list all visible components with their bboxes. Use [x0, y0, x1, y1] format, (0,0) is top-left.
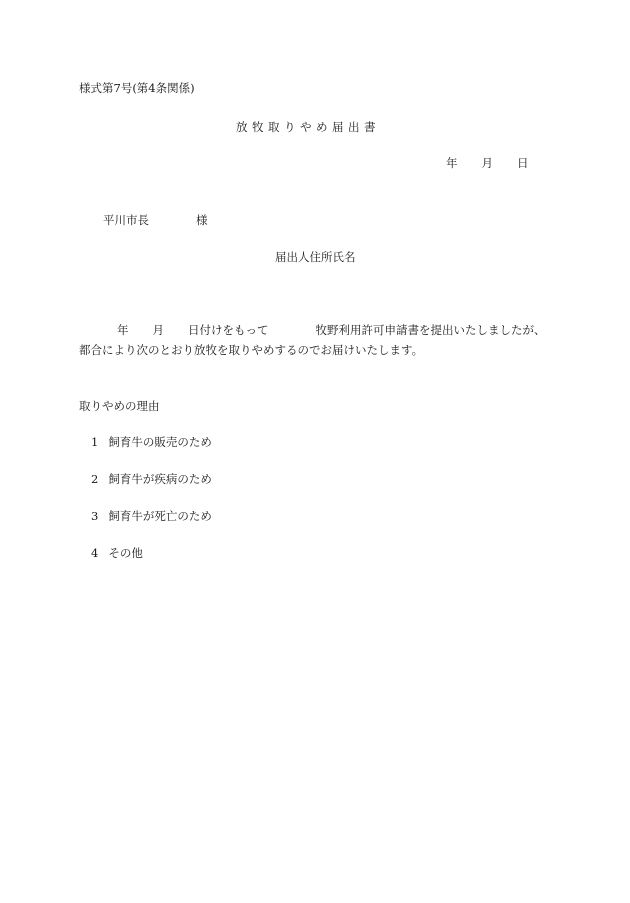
body-permit-phrase: 牧野利用許可申請書を提出いたしましたが、 — [315, 323, 546, 337]
addressee-mayor: 平川市長 — [103, 213, 149, 227]
reason-number: 4 — [91, 546, 99, 560]
reason-number: 1 — [91, 435, 99, 449]
reason-item-3 — [91, 508, 212, 524]
date-line — [446, 155, 529, 171]
body-date-phrase: 日付けをもって — [188, 323, 269, 337]
reason-item-2 — [91, 471, 212, 487]
reason-item-4 — [91, 545, 143, 561]
body-year: 年 — [117, 323, 129, 337]
body-month: 月 — [152, 323, 164, 337]
form-number: 様式第7号(第4条関係) — [79, 81, 195, 95]
reason-number: 3 — [91, 509, 99, 523]
reason-text: その他 — [108, 546, 143, 560]
addressee-honorific: 様 — [196, 213, 208, 227]
reason-number: 2 — [91, 472, 99, 486]
body-line-1 — [117, 322, 546, 338]
addressee — [103, 212, 208, 228]
applicant-label: 届出人住所氏名 — [275, 250, 356, 264]
reason-item-1 — [91, 434, 212, 450]
body-line-2: 都合により次のとおり放牧を取りやめするのでお届けいたします。 — [79, 343, 424, 357]
document-title: 放牧取りやめ届出書 — [236, 120, 380, 134]
reasons-heading: 取りやめの理由 — [79, 399, 160, 413]
reason-text: 飼育牛が疾病のため — [108, 472, 212, 486]
date-day: 日 — [517, 156, 529, 170]
reason-text: 飼育牛が死亡のため — [108, 509, 212, 523]
date-year: 年 — [446, 156, 458, 170]
date-month: 月 — [481, 156, 493, 170]
reason-text: 飼育牛の販売のため — [108, 435, 212, 449]
